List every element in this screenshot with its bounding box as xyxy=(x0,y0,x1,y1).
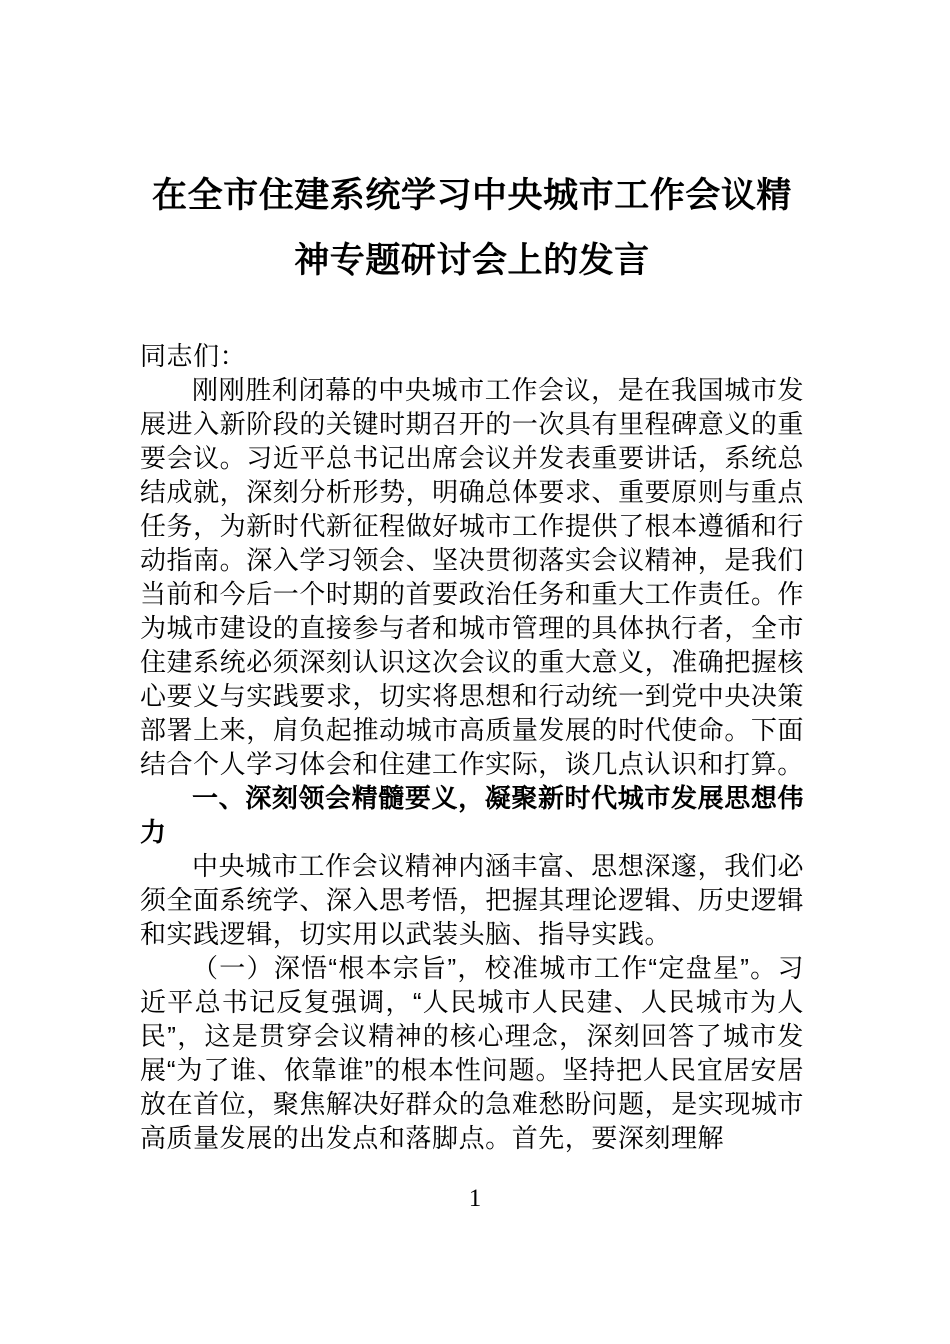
section-heading-1: 一、深刻领会精髓要义，凝聚新时代城市发展思想伟力 xyxy=(140,783,804,847)
salutation: 同志们： xyxy=(140,341,247,371)
paragraph-intro: 刚刚胜利闭幕的中央城市工作会议，是在我国城市发展进入新阶段的关键时期召开的一次具有里程碑意义的重要会议。习近平总书记出席会议并发表重要讲话，系统总结成就，深刻分析形势，明确总体要求、重要原则与重点任务，为新时代新征程做好城市工作提供了根本遵循和行动指南。深入学习领会、坚决贯彻落实会议精神，是我们当前和今后一个时期的首要政治任务和重大工作责任。作为城市建设的直接参与者和城市管理的具体执行者，全市住建系统必须深刻认识这次会议的重大意义，准确把握核心要义与实践要求，切实将思想和行动统一到党中央决策部署上来，肩负起推动城市高质量发展的时代使命。下面结合个人学习体会和住建工作实际，谈几点认识和打算。 xyxy=(140,375,804,779)
page-number: 1 xyxy=(468,1185,482,1212)
paragraph-subsection-1: （一）深悟“根本宗旨”，校准城市工作“定盘星”。习近平总书记反复强调，“人民城市人民建、人民城市为人民”，这是贯穿会议精神的核心理念，深刻回答了城市发展“为了谁、依靠谁”的根本性问题。坚持把人民宜居安居放在首位，聚焦解决好群众的急难愁盼问题，是实现城市高质量发展的出发点和落脚点。首先，要深刻理解 xyxy=(140,953,804,1153)
document-body xyxy=(0,339,950,1155)
document-title: 在全市住建系统学习中央城市工作会议精神专题研讨会上的发言 xyxy=(152,176,792,280)
paragraph-section-lead: 中央城市工作会议精神内涵丰富、思想深邃，我们必须全面系统学、深入思考悟，把握其理论逻辑、历史逻辑和实践逻辑，切实用以武装头脑、指导实践。 xyxy=(140,851,804,949)
